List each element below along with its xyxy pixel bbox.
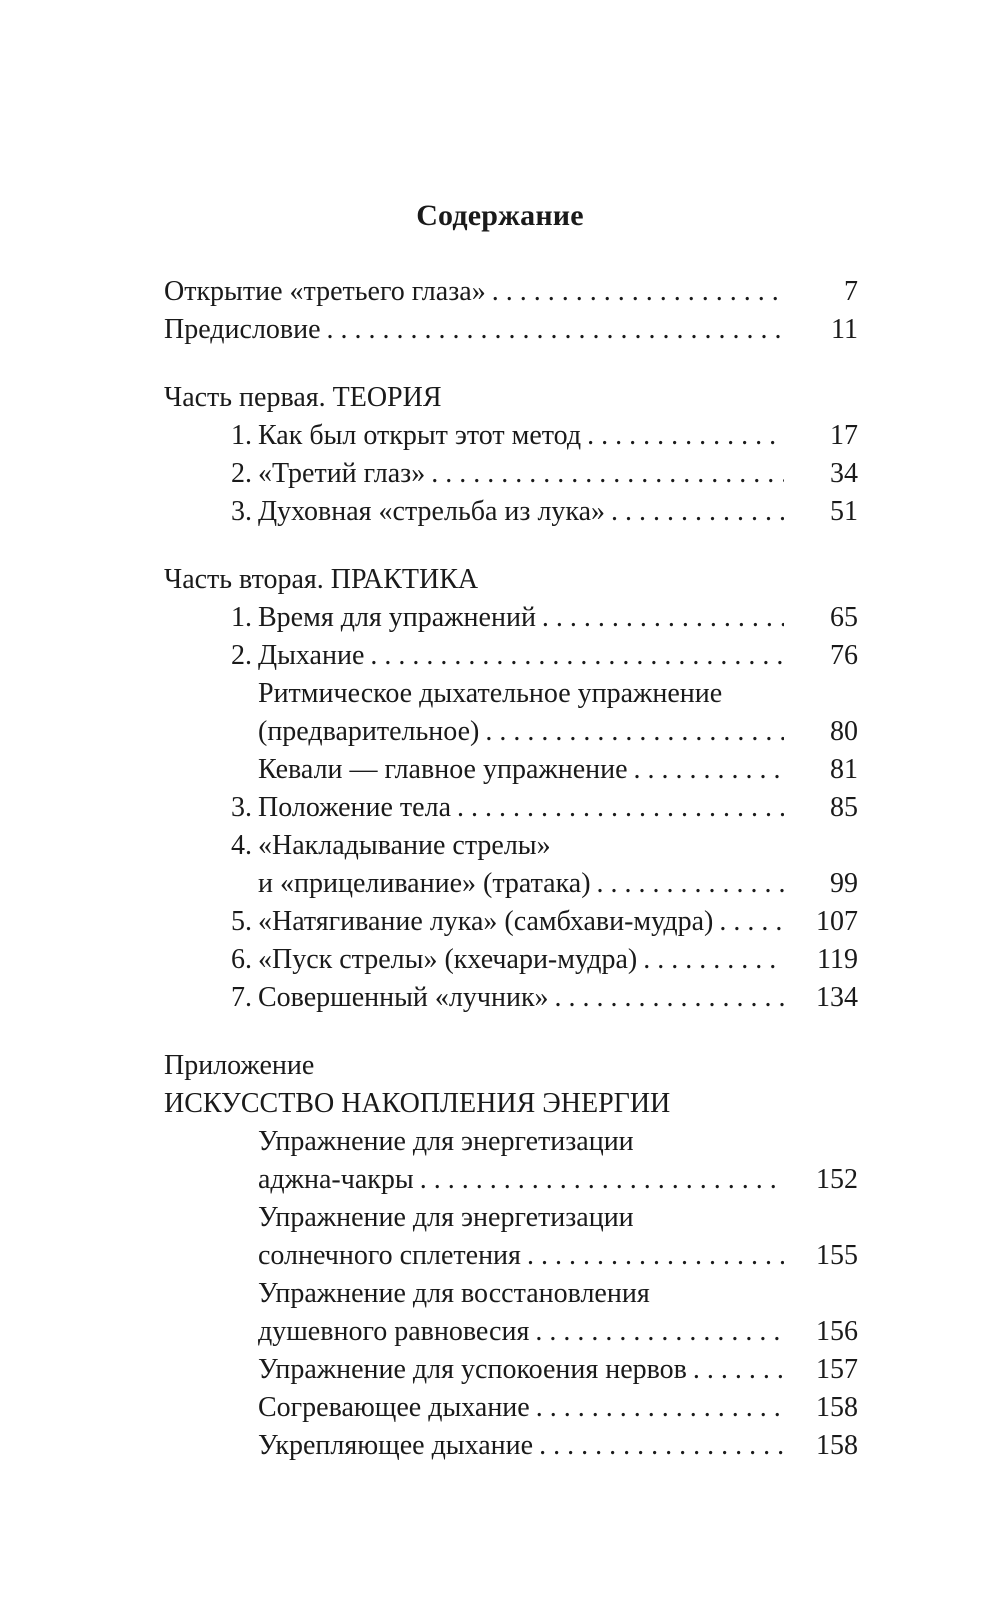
- toc-entry[interactable]: [164, 599, 858, 637]
- chapter-number: 7.: [231, 982, 252, 1013]
- toc-entry[interactable]: [164, 713, 858, 751]
- chapter-number: 5.: [231, 906, 252, 937]
- toc-page-number: 65: [830, 602, 858, 633]
- toc-entry[interactable]: [164, 455, 858, 493]
- table-of-contents: [164, 273, 858, 1465]
- part-heading-practice: [164, 561, 858, 599]
- toc-entry[interactable]: [164, 493, 858, 531]
- dot-leader: [420, 1161, 784, 1199]
- toc-entry-text: Предисловие: [164, 314, 321, 345]
- chapter-number: 3.: [231, 496, 252, 527]
- toc-page-number: 34: [830, 458, 858, 489]
- toc-entry-text: Время для упражнений: [258, 602, 536, 633]
- dot-leader: [485, 713, 784, 751]
- dot-leader: [587, 417, 784, 455]
- dot-leader: [643, 941, 784, 979]
- toc-entry[interactable]: [164, 637, 858, 675]
- toc-entry[interactable]: [164, 865, 858, 903]
- chapter-number: 6.: [231, 944, 252, 975]
- chapter-number: 2.: [231, 458, 252, 489]
- dot-leader: [536, 1389, 784, 1427]
- appendix-heading-text: Приложение: [164, 1050, 315, 1081]
- dot-leader: [597, 865, 784, 903]
- toc-page-number: 80: [830, 716, 858, 747]
- toc-entry[interactable]: [164, 1313, 858, 1351]
- dot-leader: [634, 751, 784, 789]
- toc-entry-text: Ритмическое дыхательное упражнение: [258, 678, 723, 709]
- toc-entry-third-eye[interactable]: [164, 273, 858, 311]
- toc-entry[interactable]: [164, 751, 858, 789]
- toc-page-number: 152: [816, 1164, 858, 1195]
- dot-leader: [527, 1237, 784, 1275]
- toc-entry-text: «Пуск стрелы» (кхечари-мудра): [258, 944, 638, 975]
- toc-entry-text: Дыхание: [258, 640, 365, 671]
- toc-entry-text: душевного равновесия: [258, 1316, 530, 1347]
- toc-entry[interactable]: [164, 789, 858, 827]
- toc-page-number: 155: [816, 1240, 858, 1271]
- toc-entry-text: (предварительное): [258, 716, 480, 747]
- chapter-number: 4.: [231, 830, 252, 861]
- toc-entry-line1[interactable]: [164, 1123, 858, 1161]
- toc-entry-line1[interactable]: [164, 675, 858, 713]
- dot-leader: [539, 1427, 784, 1465]
- dot-leader: [611, 493, 784, 531]
- toc-entry[interactable]: [164, 903, 858, 941]
- toc-entry-line1[interactable]: [164, 1199, 858, 1237]
- toc-page-number: 107: [816, 906, 858, 937]
- toc-entry-text: Упражнение для успокоения нервов: [258, 1354, 687, 1385]
- toc-entry-line1[interactable]: [164, 827, 858, 865]
- chapter-number: 1.: [231, 420, 252, 451]
- toc-page-number: 81: [830, 754, 858, 785]
- toc-entry-text: «Натягивание лука» (самбхави-мудра): [258, 906, 714, 937]
- part-heading-text: Часть вторая. ПРАКТИКА: [164, 564, 479, 595]
- dot-leader: [719, 903, 784, 941]
- toc-entry[interactable]: [164, 1351, 858, 1389]
- dot-leader: [431, 455, 784, 493]
- toc-entry[interactable]: [164, 417, 858, 455]
- part-heading-text: Часть первая. ТЕОРИЯ: [164, 382, 442, 413]
- toc-page-number: 158: [816, 1430, 858, 1461]
- dot-leader: [542, 599, 784, 637]
- toc-page-number: 51: [830, 496, 858, 527]
- toc-entry-text: Упражнение для восстановления: [258, 1278, 650, 1309]
- dot-leader: [370, 637, 784, 675]
- appendix-heading: [164, 1047, 858, 1085]
- toc-entry-text: «Накладывание стрелы»: [258, 830, 551, 861]
- toc-page-number: 76: [830, 640, 858, 671]
- toc-entry-text: Согревающее дыхание: [258, 1392, 530, 1423]
- toc-entry-text: Укрепляющее дыхание: [258, 1430, 534, 1461]
- toc-entry-text: и «прицеливание» (тратака): [258, 868, 591, 899]
- toc-entry[interactable]: [164, 979, 858, 1017]
- toc-page-number: 119: [817, 944, 858, 975]
- toc-page-number: 156: [816, 1316, 858, 1347]
- toc-entry-text: Положение тела: [258, 792, 451, 823]
- toc-entry-text: Упражнение для энергетизации: [258, 1126, 634, 1157]
- toc-entry-text: Упражнение для энергетизации: [258, 1202, 634, 1233]
- toc-page-number: 17: [830, 420, 858, 451]
- toc-entry-text: Как был открыт этот метод: [258, 420, 582, 451]
- toc-entry-text: аджна-чакры: [258, 1164, 414, 1195]
- toc-entry-preface[interactable]: [164, 311, 858, 349]
- appendix-subheading-text: ИСКУССТВО НАКОПЛЕНИЯ ЭНЕРГИИ: [164, 1088, 671, 1119]
- toc-entry[interactable]: [164, 941, 858, 979]
- dot-leader: [327, 311, 784, 349]
- toc-page-number: 158: [816, 1392, 858, 1423]
- dot-leader: [555, 979, 784, 1017]
- toc-entry-text: Духовная «стрельба из лука»: [258, 496, 606, 527]
- toc-entry-text: солнечного сплетения: [258, 1240, 521, 1271]
- page-title: Содержание: [416, 199, 584, 232]
- dot-leader: [492, 273, 784, 311]
- toc-entry[interactable]: [164, 1161, 858, 1199]
- chapter-number: 1.: [231, 602, 252, 633]
- appendix-subheading: [164, 1085, 858, 1123]
- chapter-number: 2.: [231, 640, 252, 671]
- dot-leader: [535, 1313, 784, 1351]
- toc-entry-text: Кевали — главное упражнение: [258, 754, 628, 785]
- dot-leader: [693, 1351, 784, 1389]
- toc-page-number: 157: [816, 1354, 858, 1385]
- toc-page-number: 11: [831, 314, 858, 345]
- toc-page-number: 85: [830, 792, 858, 823]
- toc-entry-text: Совершенный «лучник»: [258, 982, 549, 1013]
- toc-entry-text: «Третий глаз»: [258, 458, 426, 489]
- toc-entry-line1[interactable]: [164, 1275, 858, 1313]
- toc-page-number: 7: [844, 276, 858, 307]
- toc-page-number: 99: [830, 868, 858, 899]
- chapter-number: 3.: [231, 792, 252, 823]
- toc-entry-text: Открытие «третьего глаза»: [164, 276, 486, 307]
- dot-leader: [457, 789, 784, 827]
- part-heading-theory: [164, 379, 858, 417]
- toc-entry[interactable]: [164, 1237, 858, 1275]
- toc-entry[interactable]: [164, 1427, 858, 1465]
- toc-page-number: 134: [816, 982, 858, 1013]
- toc-entry[interactable]: [164, 1389, 858, 1427]
